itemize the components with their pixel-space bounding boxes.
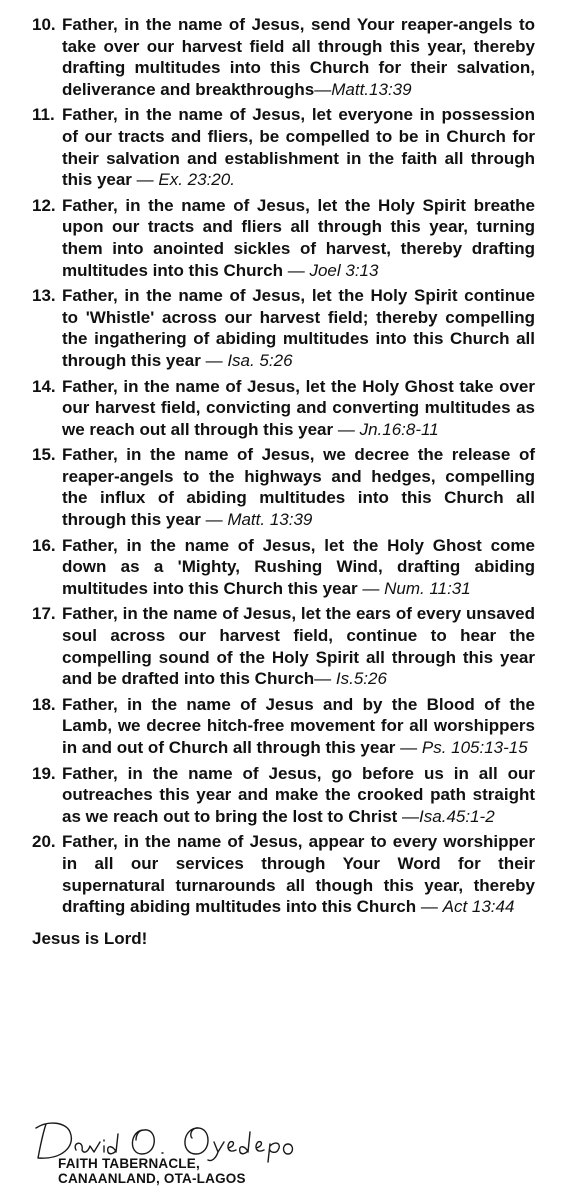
prayer-body [62,14,535,100]
prayer-number: 17. [32,604,56,624]
prayer-text: Father, in the name of Jesus, let the ears of every unsaved soul across our harvest field, continue to hear the compelling sound of the Holy Spirit all through this year and be drafted into this Church [62,604,535,689]
closing-declaration: Jesus is Lord! [32,928,148,948]
scripture-reference: Act 13:44 [442,897,515,917]
scripture-reference: Num. 11:31 [384,578,471,598]
prayer-item [32,535,535,600]
prayer-item [32,376,535,441]
prayer-text: Father, in the name of Jesus, let the Holy Ghost come down as a 'Mighty, Rushing Wind, drafting abiding multitudes into this Church this year [62,535,535,598]
reference-dash: — [395,738,422,757]
prayer-body [62,535,535,600]
prayer-item [32,831,535,917]
prayer-item [32,694,535,759]
scripture-reference: Matt.13:39 [331,79,412,99]
prayer-number: 20. [32,832,56,852]
scripture-reference: Isa. 5:26 [227,350,293,370]
prayer-body [62,285,535,371]
prayer-body [62,195,535,281]
prayer-body [62,694,535,759]
church-address [58,1156,246,1186]
scripture-reference: Jn.16:8-11 [359,419,439,439]
church-name: FAITH TABERNACLE, [58,1156,200,1171]
scripture-reference: Joel 3:13 [309,260,379,280]
prayer-text: Father, in the name of Jesus, let the Holy Spirit breathe upon our tracts and fliers all through this year, turning them into anointed sickles of harvest, thereby drafting multitudes into this Church [62,195,535,280]
prayer-text: Father, in the name of Jesus, let the Holy Spirit continue to 'Whistle' across our harvest field; thereby compelling the ingathering of abiding multitudes into this Church all through this year [62,286,535,370]
prayer-number: 10. [32,15,56,34]
prayer-text: Father, in the name of Jesus, appear to every worshipper in all our services through Your Word for their supernatural turnarounds all though this year, thereby drafting abiding multitudes into this Church [62,832,535,917]
prayer-number: 16. [32,535,56,555]
prayer-text: Father, in the name of Jesus, let everyone in possession of our tracts and fliers, be compelled to be in Church for their salvation and establishment in the faith all through this year [62,105,535,190]
reference-dash: — [314,79,332,99]
church-location: CANAANLAND, OTA-LAGOS [58,1171,246,1186]
prayer-item [32,763,535,828]
scripture-reference: Is.5:26 [335,669,387,689]
scripture-reference: Ps. 105:13-15 [421,738,528,757]
prayer-item [32,195,535,281]
reference-dash: — [357,578,385,598]
scripture-reference: Ex. 23:20. [158,170,235,190]
prayer-body [62,763,535,828]
prayer-list [32,14,535,918]
prayer-item [32,104,535,190]
prayer-number: 13. [32,286,56,306]
prayer-number: 15. [32,445,56,465]
reference-dash: — [283,260,310,280]
reference-dash: — [314,669,336,689]
prayer-number: 12. [32,195,56,215]
prayer-number: 14. [32,376,56,396]
reference-dash: — [416,897,443,917]
reference-dash: — [131,170,159,190]
scripture-reference: Isa.45:1-2 [419,806,495,826]
prayer-item [32,444,535,530]
reference-dash: — [333,419,360,439]
signature-block [32,1116,452,1196]
prayer-item [32,285,535,371]
prayer-number: 19. [32,763,56,783]
prayer-text: Father, in the name of Jesus, send Your reaper-angels to take over our harvest field all through this year, thereby drafting multitudes into this Church for their salvation, deliverance and breakthroughs [62,15,535,99]
prayer-text: Father, in the name of Jesus, go before us in all our outreaches this year and make the crooked path straight as we reach out to bring the lost to Christ [62,763,535,826]
prayer-body [62,444,535,530]
reference-dash: — [200,510,228,530]
prayer-text: Father, in the name of Jesus and by the Blood of the Lamb, we decree hitch-free movement for all worshippers in and out of Church all through this year [62,694,535,757]
prayer-body [62,603,535,689]
prayer-number: 18. [32,694,56,714]
prayer-text: Father, in the name of Jesus, let the Holy Ghost take over our harvest field, convicting and converting multitudes as we reach out all through this year [62,376,535,439]
prayer-number: 11. [32,105,55,125]
prayer-body [62,831,535,917]
reference-dash: — [200,350,228,370]
prayer-text: Father, in the name of Jesus, we decree the release of reaper-angels to the highways and hedges, compelling the influx of abiding multitudes into this Church all through this year [62,445,535,530]
prayer-body [62,376,535,441]
scripture-reference: Matt. 13:39 [227,510,313,530]
prayer-body [62,104,535,190]
prayer-item [32,14,535,100]
prayer-item [32,603,535,689]
reference-dash: — [397,806,420,826]
